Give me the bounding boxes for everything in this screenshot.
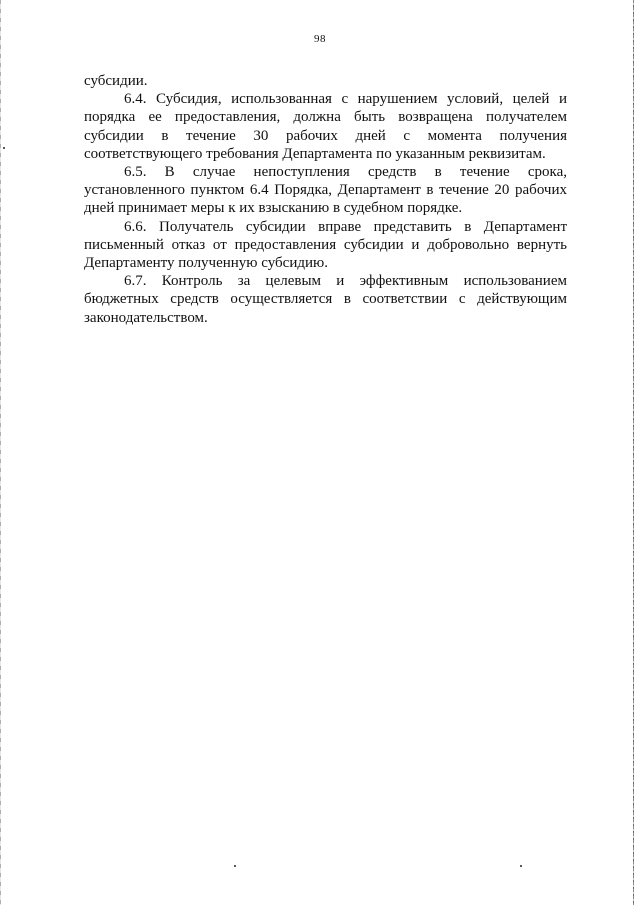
scan-edge-right	[633, 0, 634, 905]
paragraph-6-7: 6.7. Контроль за целевым и эффективным использованием бюджетных средств осуществляется в соответствии с действующим законодательством.	[84, 273, 567, 326]
paragraph-6-6: 6.6. Получатель субсидии вправе представить в Департамент письменный отказ от предоставления субсидии и добровольно вернуть Департаменту полученную субсидию.	[84, 218, 567, 272]
paragraph-continuation: субсидии.	[84, 73, 148, 89]
scan-speck	[520, 865, 522, 867]
scan-speck	[3, 147, 5, 149]
scan-edge-left	[0, 0, 1, 905]
page-number: 98	[314, 33, 326, 45]
scan-speck	[234, 865, 236, 867]
paragraph-6-5: 6.5. В случае непоступления средств в течение срока, установленного пунктом 6.4 Порядка, Департамент в течение 20 рабочих дней принимает меры к их взысканию в судебном порядке.	[84, 164, 567, 217]
document-body	[84, 72, 567, 327]
paragraph-6-4: 6.4. Субсидия, использованная с нарушением условий, целей и порядка ее предоставления, должна быть возвращена получателем субсидии в течение 30 рабочих дней с момента получения соответствующего требования Департамента по указанным реквизитам.	[84, 91, 567, 162]
